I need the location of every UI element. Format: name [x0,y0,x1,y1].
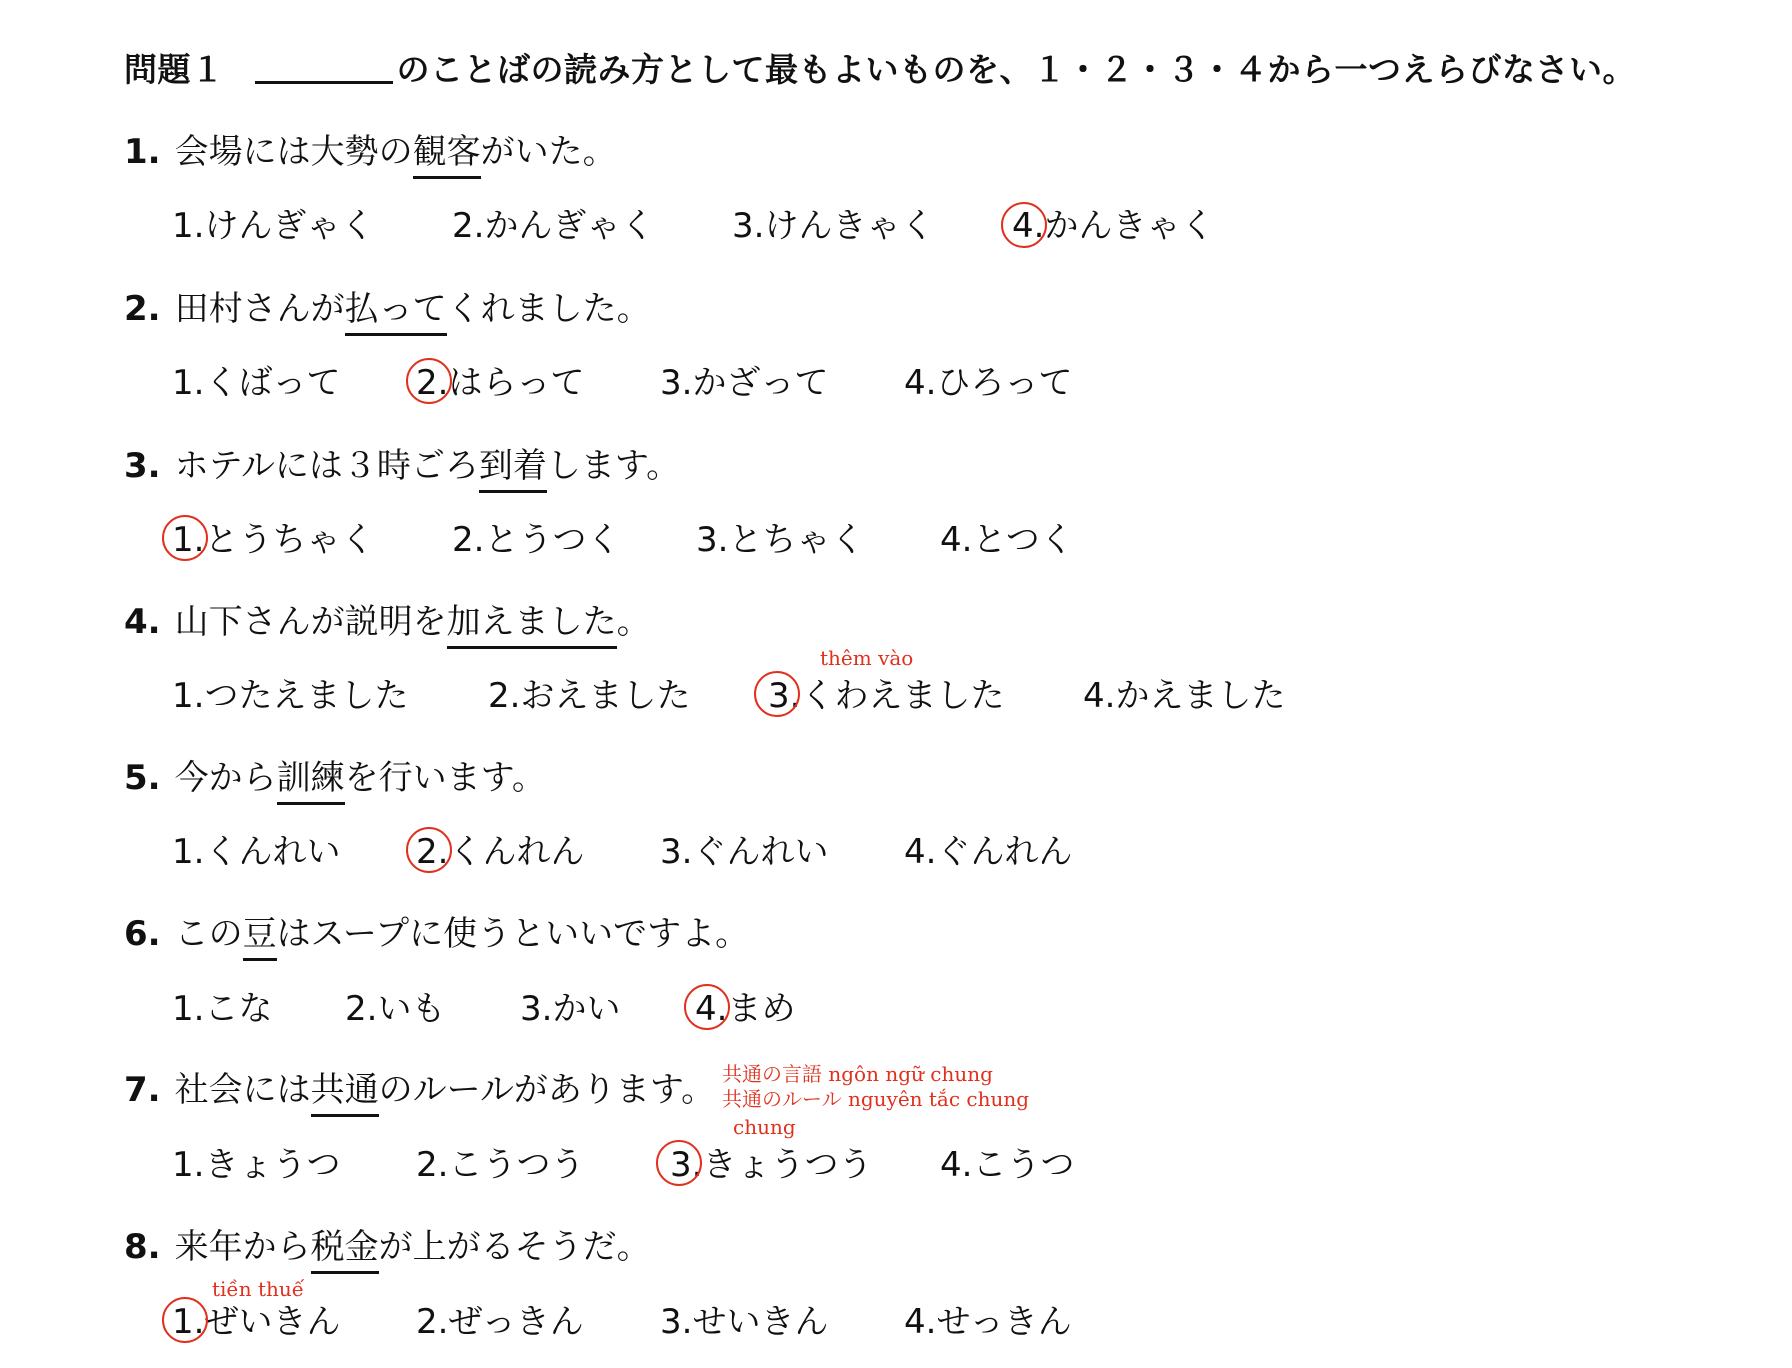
question-text-pre: 山下さんが説明を [174,602,447,642]
question-number: 8. [124,1227,161,1267]
question-number: 5. [124,758,161,798]
question-target-word: 豆 [243,914,277,961]
option-2-2: 2.はらって [416,363,585,403]
option-6-2: 2.いも [345,989,446,1029]
question-8 [124,1219,651,1268]
option-3-2: 2.とうつく [452,520,621,560]
question-text-pre: 会場には大勢の [174,132,413,172]
question-7 [124,1062,715,1111]
answer-circle-3 [162,515,208,561]
option-4-2: 2.おえました [488,676,691,716]
option-8-4: 4.せっきん [904,1302,1072,1342]
answer-circle-4 [754,671,800,717]
option-4-3: 3.くわえました [768,676,1005,716]
option-4-1: 1.つたえました [172,676,409,716]
option-7-3: 3.きょうつう [670,1145,873,1185]
option-7-1: 1.きょうつ [172,1145,341,1185]
answer-circle-5 [406,827,452,873]
answer-circle-1 [1001,202,1047,248]
question-number: 1. [124,132,161,172]
blank-underline [255,55,393,84]
option-1-4: 4.かんきゃく [1012,206,1215,246]
note-q7-line1: 共通の言語 ngôn ngữ chung [722,1062,993,1086]
option-7-4: 4.こうつ [940,1145,1075,1185]
question-target-word: 到着 [479,446,547,493]
option-3-1: 1.とうちゃく [172,520,375,560]
question-text-post: はスープに使うといいですよ。 [276,914,750,954]
option-5-1: 1.くんれい [172,832,341,872]
question-text-post: がいた。 [480,132,617,172]
option-3-4: 4.とつく [940,520,1074,560]
question-target-word: 払って [345,289,447,336]
note-q7-line3: chung [733,1115,796,1139]
question-4 [124,594,651,643]
option-8-2: 2.ぜっきん [416,1302,584,1342]
option-2-1: 1.くばって [172,363,341,403]
question-text-pre: 来年から [174,1227,311,1267]
question-number: 4. [124,602,161,642]
question-target-word: 加えました [447,602,617,649]
question-text-pre: 今から [174,758,277,798]
option-8-3: 3.せいきん [660,1302,829,1342]
question-text-post: します。 [546,446,681,486]
question-1 [124,124,617,173]
mondai-header [124,44,1636,91]
option-6-3: 3.かい [520,989,621,1029]
question-target-word: 訓練 [277,758,345,805]
option-2-3: 3.かざって [660,363,829,403]
option-1-1: 1.けんぎゃく [172,206,375,246]
option-8-1: 1.ぜいきん [172,1302,341,1342]
answer-circle-6 [684,984,730,1030]
option-5-2: 2.くんれん [416,832,585,872]
answer-circle-8 [162,1297,208,1343]
question-number: 7. [124,1070,161,1110]
question-text-pre: この [174,914,243,954]
question-text-pre: ホテルには３時ごろ [174,446,479,486]
question-text-post: を行います。 [344,758,546,798]
question-text-post: くれました。 [446,289,651,329]
option-4-4: 4.かえました [1083,676,1286,716]
question-target-word: 税金 [311,1227,379,1274]
question-number: 6. [124,914,161,954]
option-1-2: 2.かんぎゃく [452,206,655,246]
question-number: 2. [124,289,161,329]
question-3 [124,438,680,487]
answer-circle-7 [656,1140,702,1186]
question-2 [124,281,651,330]
option-2-4: 4.ひろって [904,363,1073,403]
mondai-label: 問題１ [124,50,225,89]
option-1-3: 3.けんきゃく [732,206,935,246]
option-6-4: 4.まめ [695,989,796,1029]
question-5 [124,750,546,799]
note-q7-line2: 共通のルール nguyên tắc chung [722,1087,1030,1111]
question-text-post: が上がるそうだ。 [378,1227,651,1267]
option-6-1: 1.こな [172,989,273,1029]
option-5-3: 3.ぐんれい [660,832,829,872]
note-q8: tiền thuế [212,1277,305,1301]
question-text-pre: 田村さんが [174,289,345,329]
option-3-3: 3.とちゃく [696,520,865,560]
question-6 [124,906,749,955]
question-number: 3. [124,446,161,486]
note-q4: thêm vào [820,646,914,670]
question-target-word: 共通 [311,1070,379,1117]
option-5-4: 4.ぐんれん [904,832,1073,872]
instruction-text: のことばの読み方として最もよいものを、１・２・３・４から一つえらびなさい。 [396,50,1636,89]
question-target-word: 観客 [413,132,481,179]
option-7-2: 2.こうつう [416,1145,585,1185]
answer-circle-2 [406,358,452,404]
question-text-post: のルールがあります。 [378,1070,716,1110]
question-text-post: 。 [616,602,651,642]
question-text-pre: 社会には [174,1070,311,1110]
